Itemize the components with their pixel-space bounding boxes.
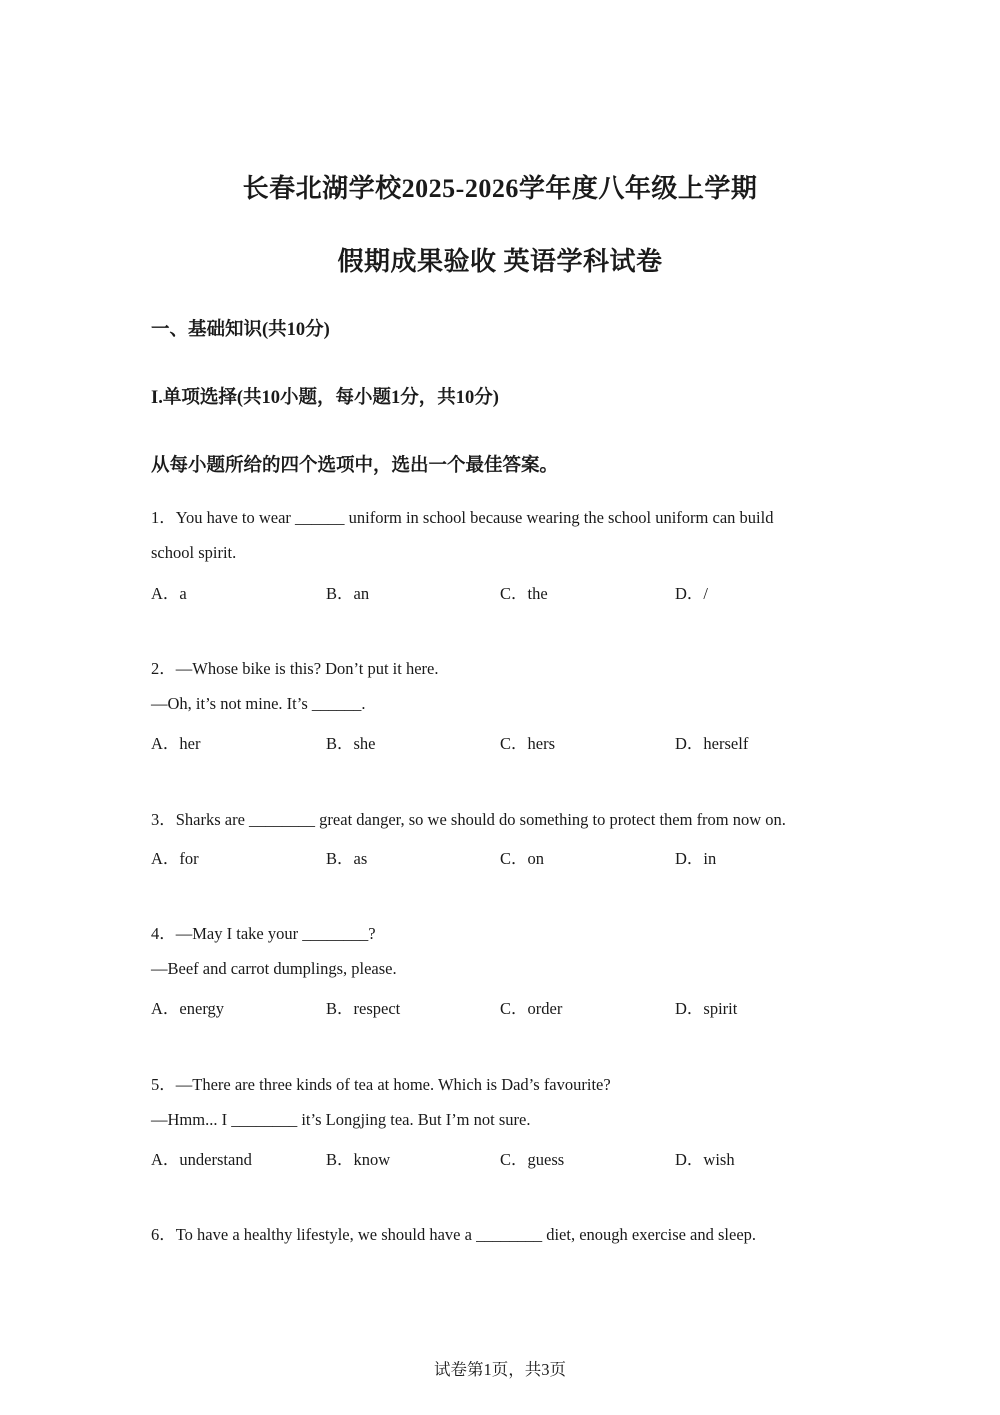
option-d[interactable]: D．herself (675, 734, 749, 753)
option-a[interactable]: A．understand (151, 1150, 252, 1169)
option-d[interactable]: D．in (675, 849, 717, 868)
subsection-heading: I.单项选择(共10小题，每小题1分，共10分) (151, 388, 499, 408)
option-a[interactable]: A．energy (151, 999, 225, 1018)
option-a[interactable]: A．for (151, 849, 199, 868)
option-b[interactable]: B．she (326, 734, 376, 753)
question-stem-line: school spirit. (151, 543, 237, 562)
question-stem-line: 2．—Whose bike is this? Don’t put it here. (151, 659, 439, 678)
option-d[interactable]: D．spirit (675, 999, 738, 1018)
question-stem-line: 5．—There are three kinds of tea at home. Which is Dad’s favourite? (151, 1075, 611, 1094)
question-stem-line: 3．Sharks are ________ great danger, so we should do something to protect them from now on. (151, 810, 786, 829)
question-stem-line: —Hmm... I ________ it’s Longjing tea. But I’m not sure. (151, 1110, 531, 1129)
option-a[interactable]: A．a (151, 584, 187, 603)
option-a[interactable]: A．her (151, 734, 201, 753)
question-stem-line: —Oh, it’s not mine. It’s ______. (151, 694, 366, 713)
question-stem-line: —Beef and carrot dumplings, please. (151, 959, 397, 978)
option-c[interactable]: C．hers (500, 734, 555, 753)
section-heading: 一、基础知识(共10分) (151, 320, 330, 340)
option-c[interactable]: C．guess (500, 1150, 565, 1169)
option-c[interactable]: C．the (500, 584, 548, 603)
instruction-text: 从每小题所给的四个选项中，选出一个最佳答案。 (151, 456, 559, 476)
page-footer: 试卷第1页，共3页 (434, 1360, 566, 1379)
option-d[interactable]: D．wish (675, 1150, 735, 1169)
option-d[interactable]: D．/ (675, 584, 708, 603)
option-b[interactable]: B．know (326, 1150, 391, 1169)
option-c[interactable]: C．on (500, 849, 545, 868)
option-b[interactable]: B．respect (326, 999, 401, 1018)
exam-title-line2: 假期成果验收 英语学科试卷 (337, 247, 663, 276)
option-b[interactable]: B．an (326, 584, 370, 603)
exam-title-line1: 长春北湖学校2025-2026学年度八年级上学期 (242, 174, 758, 203)
question-stem-line: 4．—May I take your ________? (151, 924, 376, 943)
question-stem-line: 6．To have a healthy lifestyle, we should have a ________ diet, enough exercise and sleep. (151, 1225, 757, 1244)
option-b[interactable]: B．as (326, 849, 368, 868)
question-stem-line: 1．You have to wear ______ uniform in school because wearing the school uniform can build (151, 508, 774, 527)
option-c[interactable]: C．order (500, 999, 563, 1018)
